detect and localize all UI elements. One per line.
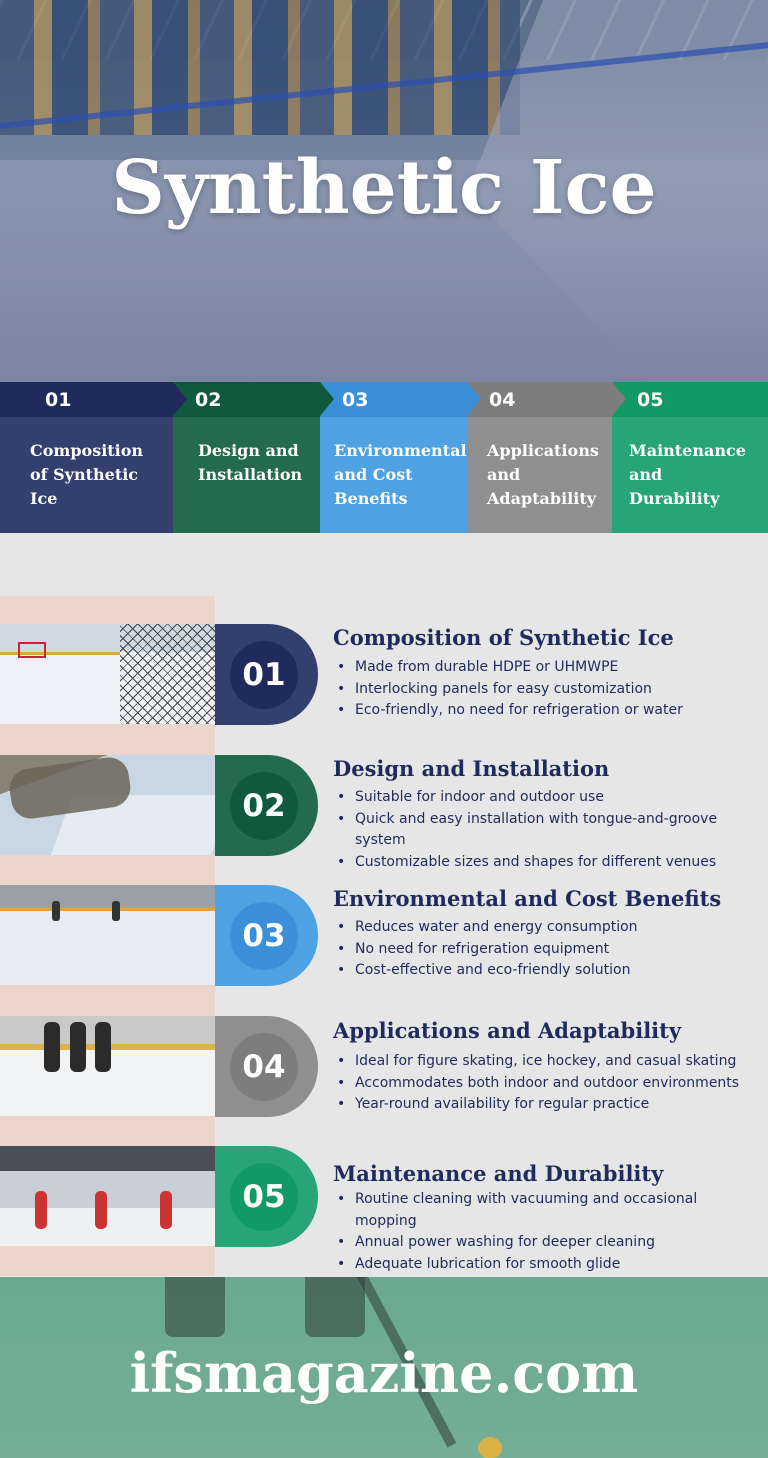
- step-label: Design and Installation: [173, 417, 320, 533]
- footer-banner: [0, 1277, 768, 1458]
- step-05: [612, 382, 768, 533]
- bullet-item: • Made from durable HDPE or UHMWPE: [336, 657, 756, 679]
- section-image-rink-net: [0, 624, 215, 724]
- bullet-item: • Cost-effective and eco-friendly solution: [336, 960, 756, 982]
- section-bullets: [336, 917, 756, 982]
- section-title: Design and Installation: [333, 756, 610, 781]
- section-title: Composition of Synthetic Ice: [333, 625, 674, 650]
- skater: [112, 901, 120, 921]
- hero-banner: [0, 0, 768, 382]
- player: [95, 1191, 107, 1229]
- section-bullets: [336, 787, 756, 873]
- step-label: Applications and Adaptability: [467, 417, 612, 533]
- bullet-item: • Quick and easy installation with tongue-and-groove system: [336, 809, 756, 852]
- bullet-item: • Eco-friendly, no need for refrigeration or water: [336, 700, 756, 722]
- step-02: [173, 382, 320, 533]
- skate-image: [305, 1277, 365, 1337]
- player: [70, 1022, 86, 1072]
- step-label: Composition of Synthetic Ice: [0, 417, 173, 533]
- step-label: Environmental and Cost Benefits: [320, 417, 467, 533]
- puck-image: [478, 1437, 502, 1458]
- section-title: Maintenance and Durability: [333, 1161, 664, 1186]
- hockey-goal: [18, 642, 46, 658]
- section-number: 02: [230, 772, 298, 840]
- bullet-item: • Year-round availability for regular practice: [336, 1094, 756, 1116]
- bullet-item: • Routine cleaning with vacuuming and occasional mopping: [336, 1189, 756, 1232]
- player: [95, 1022, 111, 1072]
- step-number: 01: [0, 382, 173, 417]
- section-number: 03: [230, 902, 298, 970]
- section-number: 05: [230, 1163, 298, 1231]
- hero-title: Synthetic Ice: [111, 145, 657, 231]
- section-image-skaters: [0, 885, 215, 985]
- skate-image: [165, 1277, 225, 1337]
- skater: [52, 901, 60, 921]
- section-number: 04: [230, 1033, 298, 1101]
- section-image-youth-hockey: [0, 1146, 215, 1246]
- section-bullets: [336, 657, 756, 722]
- step-01: [0, 382, 173, 533]
- bullet-item: • Customizable sizes and shapes for different venues: [336, 852, 756, 874]
- bullet-item: • Interlocking panels for easy customization: [336, 679, 756, 701]
- step-03: [320, 382, 467, 533]
- footer-website-link[interactable]: ifsmagazine.com: [129, 1341, 639, 1405]
- hockey-net: [120, 624, 215, 724]
- player: [160, 1191, 172, 1229]
- bullet-item: • Suitable for indoor and outdoor use: [336, 787, 756, 809]
- section-image-hockey-players: [0, 1016, 215, 1116]
- step-navigation: [0, 382, 768, 533]
- step-label: Maintenance and Durability: [612, 417, 768, 533]
- step-number: 03: [320, 382, 467, 417]
- step-number: 02: [173, 382, 320, 417]
- section-number: 01: [230, 641, 298, 709]
- step-number: 05: [612, 382, 768, 417]
- bullet-item: • Reduces water and energy consumption: [336, 917, 756, 939]
- section-bullets: [336, 1051, 756, 1116]
- section-title: Environmental and Cost Benefits: [333, 886, 722, 911]
- bullet-item: • Adequate lubrication for smooth glide: [336, 1254, 756, 1276]
- step-number: 04: [467, 382, 612, 417]
- bullet-item: • Ideal for figure skating, ice hockey, and casual skating: [336, 1051, 756, 1073]
- bullet-item: • Annual power washing for deeper cleaning: [336, 1232, 756, 1254]
- section-bullets: [336, 1189, 756, 1275]
- player: [35, 1191, 47, 1229]
- bullet-item: • Accommodates both indoor and outdoor environments: [336, 1073, 756, 1095]
- step-04: [467, 382, 612, 533]
- player: [44, 1022, 60, 1072]
- section-image-installation: [0, 755, 215, 855]
- section-title: Applications and Adaptability: [333, 1018, 682, 1043]
- bullet-item: • No need for refrigeration equipment: [336, 939, 756, 961]
